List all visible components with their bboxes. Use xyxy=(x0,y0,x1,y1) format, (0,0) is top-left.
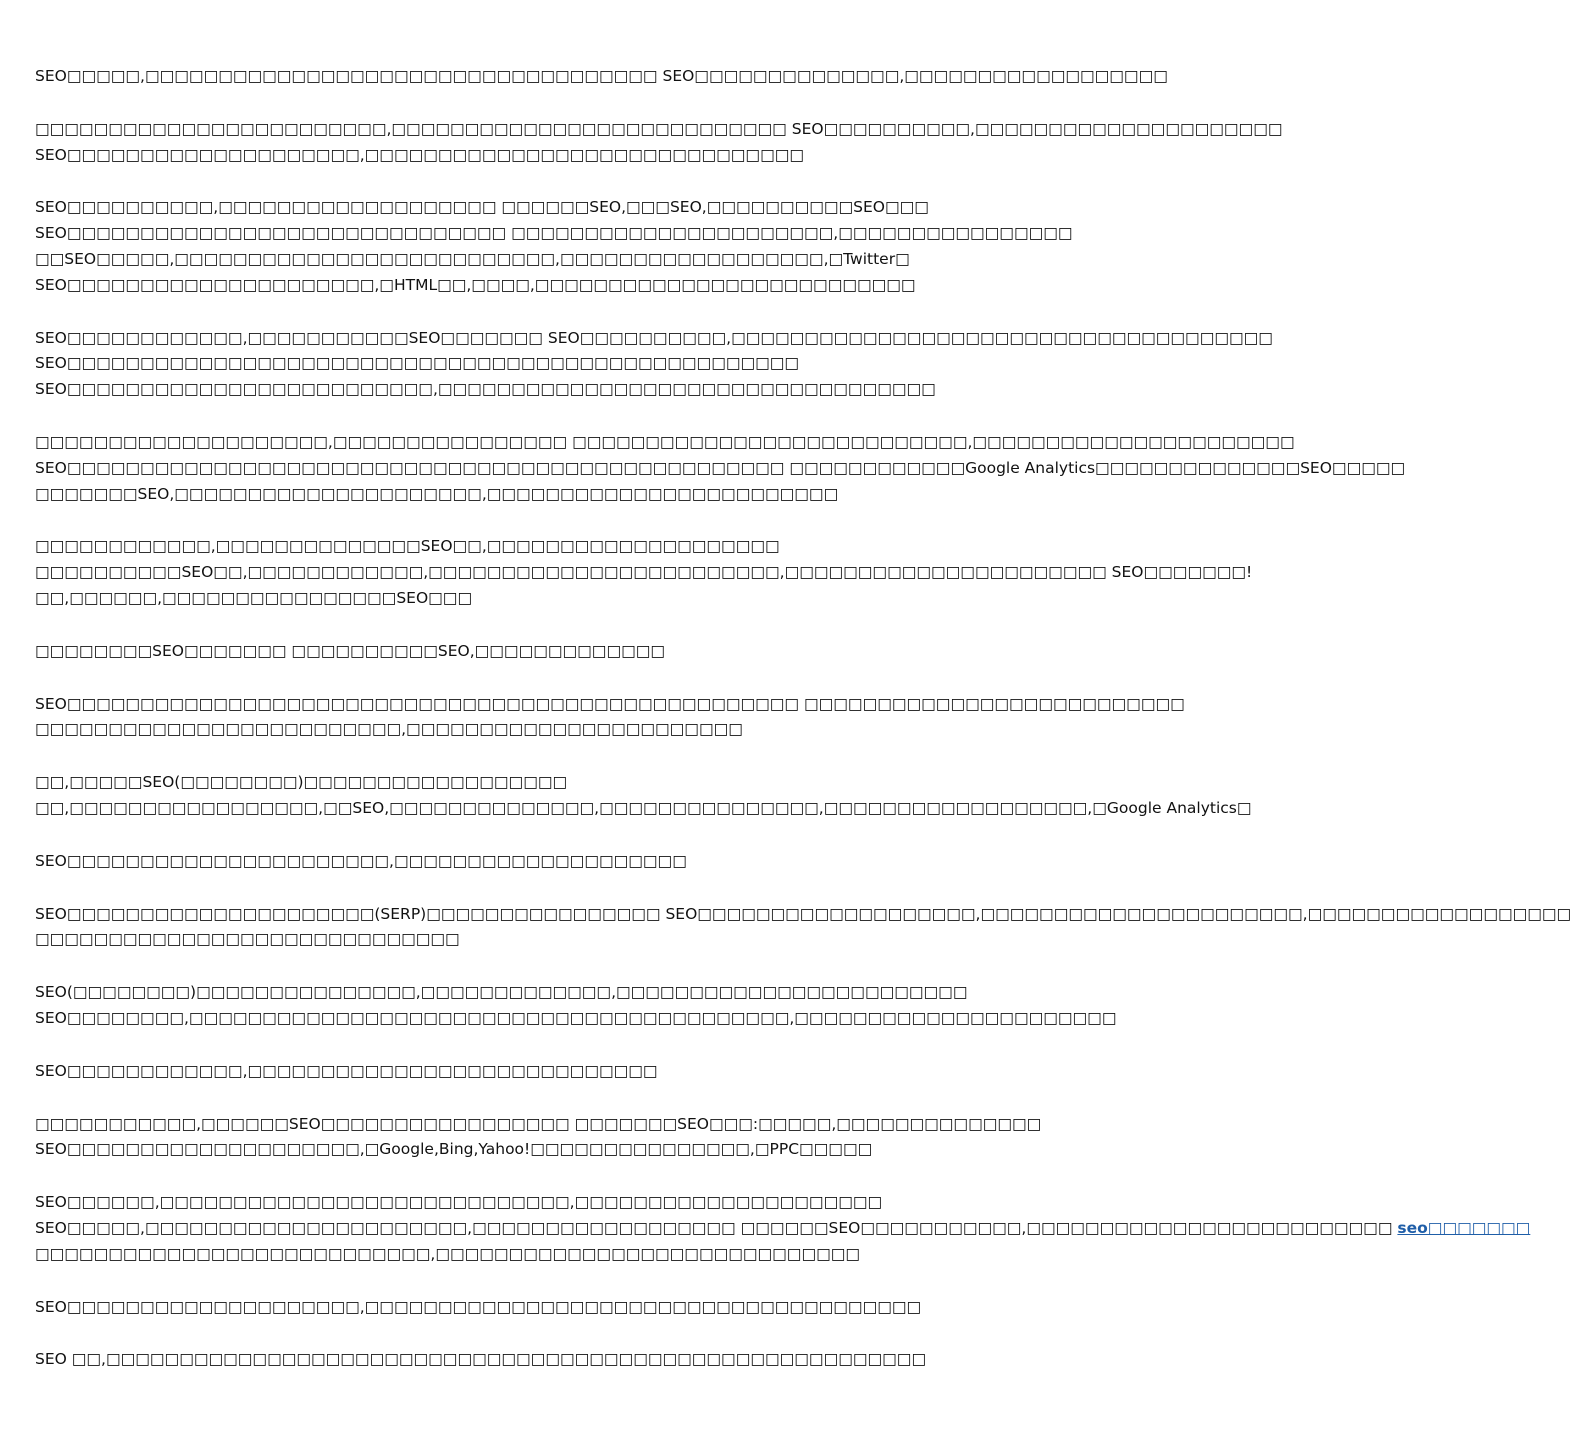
text-line: □□□□□□□□□□□□□□□□□□□□□□□□□□□,□□□□□□□□□□□□□□□□□□□□□□□□□□□□□ xyxy=(35,1244,861,1263)
paragraph xyxy=(35,195,1073,298)
text-line: SEO(□□□□□□□□)□□□□□□□□□□□□□□□,□□□□□□□□□□□□□,□□□□□□□□□□□□□□□□□□□□□□□□ xyxy=(35,983,968,1002)
seo-link[interactable]: seo□□□□□□□ xyxy=(1397,1218,1531,1237)
text-line: SEO□□□□□□□□,□□□□□□□□□□□□□□□□□□□□□□□□□□□□□□□□□□□□□□□□□,□□□□□□□□□□□□□□□□□□□□□□ xyxy=(35,1008,1117,1027)
text-line: SEO□□□□□□□□□□□□□□□□□□□□□□□□□□□□□□□□□□□□□□□□□□□□□□□□□□ □□□□□□□□□□□□□□□□□□□□□□□□□□ xyxy=(35,694,1185,713)
text-line: SEO□□□□□□,□□□□□□□□□□□□□□□□□□□□□□□□□□□□,□□□□□□□□□□□□□□□□□□□□□ xyxy=(35,1193,883,1212)
text-line: SEO□□□□□□□□□□□□□□□□□□□□,□□□□□□□□□□□□□□□□□□□□□□□□□□□□□□□□□□□□□□ xyxy=(35,1297,922,1316)
text-line: □□□□□□□SEO,□□□□□□□□□□□□□□□□□□□□□,□□□□□□□□□□□□□□□□□□□□□□□□ xyxy=(35,484,839,503)
paragraph xyxy=(35,902,1571,954)
paragraph xyxy=(35,980,1117,1032)
paragraph xyxy=(35,1059,995,1085)
paragraph xyxy=(35,692,1185,744)
text-line: SEO□□□□□□□□□□□□□□□□□□□□,□Google,Bing,Yahoo!□□□□□□□□□□□□□□□,□PPC□□□□□ xyxy=(35,1140,873,1159)
text-line: SEO□□□□□□□□□□□□□□□□□□□□,□□□□□□□□□□□□□□□□□□□□□□□□□□□□□□ xyxy=(35,145,804,164)
text-line: SEO□□□□□□□□□□□□□□□□□□□□□□□□□□□□□□□□□□□□□□□□□□□□□□□□□ □□□□□□□□□□□□Google Analytics□□□□□□□□□□□□□□SEO□□□□□ xyxy=(35,458,1406,477)
paragraph xyxy=(35,770,1252,822)
text-line: SEO □□,□□□□□□□□□□□□□□□□□□□□□□□□□□□□□□□□□□□□□□□□□□□□□□□□□□□□□□□□ xyxy=(35,1350,927,1369)
text-line: □□,□□□□□□□□□□□□□□□□□,□□SEO,□□□□□□□□□□□□□□,□□□□□□□□□□□□□□□,□□□□□□□□□□□□□□□□□□,□Google Analytics□ xyxy=(35,798,1252,817)
text-segment: SEO□□□□□,□□□□□□□□□□□□□□□□□□□□□□,□□□□□□□□□□□□□□□□□□ □□□□□□SEO□□□□□□□□□□□,□□□□□□□□□□□□□□□□□□□□□□□□□ xyxy=(35,1218,1398,1237)
text-line: SEO□□□□□,□□□□□□□□□□□□□□□□□□□□□□□□□□□□□□□□□□□ SEO□□□□□□□□□□□□□□,□□□□□□□□□□□□□□□□□□ xyxy=(35,67,1168,85)
text-line: SEO□□□□□□□□□□□□□□□□□□□□□□□□□,□□□□□□□□□□□□□□□□□□□□□□□□□□□□□□□□□□ xyxy=(35,380,936,399)
paragraph xyxy=(35,64,1168,90)
paragraph xyxy=(35,1295,995,1321)
text-line: □□SEO□□□□□,□□□□□□□□□□□□□□□□□□□□□□□□□□,□□□□□□□□□□□□□□□□□□,□Twitter□ xyxy=(35,249,910,268)
text-line: □□□□□□□□SEO□□□□□□□ □□□□□□□□□□SEO,□□□□□□□□□□□□□ xyxy=(35,641,666,660)
text-line: SEO□□□□□□□□□□□□□□□□□□□□□□,□□□□□□□□□□□□□□□□□□□□ xyxy=(35,851,687,870)
text-line: □□□□□□□□□□SEO□□,□□□□□□□□□□□□,□□□□□□□□□□□□□□□□□□□□□□□□,□□□□□□□□□□□□□□□□□□□□□□ SEO□□□□□□□! xyxy=(35,563,1253,582)
text-line: □□□□□□□□□□□□□□□□□□□□□□□□□□□□□ xyxy=(35,930,460,949)
paragraph xyxy=(35,326,1273,403)
paragraph xyxy=(35,1112,1042,1164)
text-line: SEO□□□□□□□□□□□□□□□□□□□□□(SERP)□□□□□□□□□□□□□□□□ SEO□□□□□□□□□□□□□□□□□□□,□□□□□□□□□□□□□□□□□□□□□□,□□□□□□□□□□□□□□□□□□ xyxy=(35,904,1571,923)
text-line: SEO□□□□□□□□□□□□□□□□□□□□□□□□□□□□□□□□□□□□□□□□□□□□□□□□□□ xyxy=(35,354,800,373)
text-line-with-link xyxy=(35,1216,1531,1242)
text-line: SEO□□□□□□□□□□,□□□□□□□□□□□□□□□□□□□ □□□□□□SEO,□□□SEO,□□□□□□□□□□SEO□□□ xyxy=(35,198,929,217)
text-line: □□,□□□□□□,□□□□□□□□□□□□□□□□SEO□□□ xyxy=(35,588,473,607)
text-line: □□□□□□□□□□□□□□□□□□□□□□□□□,□□□□□□□□□□□□□□□□□□□□□□□ xyxy=(35,720,743,739)
text-line: SEO□□□□□□□□□□□□,□□□□□□□□□□□□□□□□□□□□□□□□□□□□ xyxy=(35,1061,658,1080)
paragraph xyxy=(35,430,1406,507)
paragraph xyxy=(35,117,1283,169)
text-line: □□□□□□□□□□□□□□□□□□□□□□□□,□□□□□□□□□□□□□□□□□□□□□□□□□□□ SEO□□□□□□□□□□,□□□□□□□□□□□□□□□□□□□□□ xyxy=(35,119,1283,138)
paragraph xyxy=(35,849,995,875)
paragraph xyxy=(35,639,995,665)
text-line: □□□□□□□□□□□,□□□□□□SEO□□□□□□□□□□□□□□□□□ □□□□□□□SEO□□□:□□□□□,□□□□□□□□□□□□□□ xyxy=(35,1114,1042,1133)
text-line: SEO□□□□□□□□□□□□□□□□□□□□□,□HTML□□,□□□□,□□□□□□□□□□□□□□□□□□□□□□□□□□ xyxy=(35,275,916,294)
paragraph xyxy=(35,1190,1531,1267)
document-body xyxy=(35,64,1571,1400)
paragraph xyxy=(35,534,1253,611)
paragraph xyxy=(35,1347,995,1373)
text-line: □□,□□□□□SEO(□□□□□□□□)□□□□□□□□□□□□□□□□□□ xyxy=(35,773,568,792)
text-line: SEO□□□□□□□□□□□□,□□□□□□□□□□□SEO□□□□□□□ SEO□□□□□□□□□□,□□□□□□□□□□□□□□□□□□□□□□□□□□□□□□□□□□□□□ xyxy=(35,328,1273,347)
text-line: □□□□□□□□□□□□□□□□□□□□,□□□□□□□□□□□□□□□□ □□□□□□□□□□□□□□□□□□□□□□□□□□□,□□□□□□□□□□□□□□□□□□□□□□ xyxy=(35,432,1295,451)
text-line: SEO□□□□□□□□□□□□□□□□□□□□□□□□□□□□□□ □□□□□□□□□□□□□□□□□□□□□□,□□□□□□□□□□□□□□□□ xyxy=(35,224,1073,243)
text-line: □□□□□□□□□□□□,□□□□□□□□□□□□□□SEO□□,□□□□□□□□□□□□□□□□□□□□ xyxy=(35,537,780,556)
